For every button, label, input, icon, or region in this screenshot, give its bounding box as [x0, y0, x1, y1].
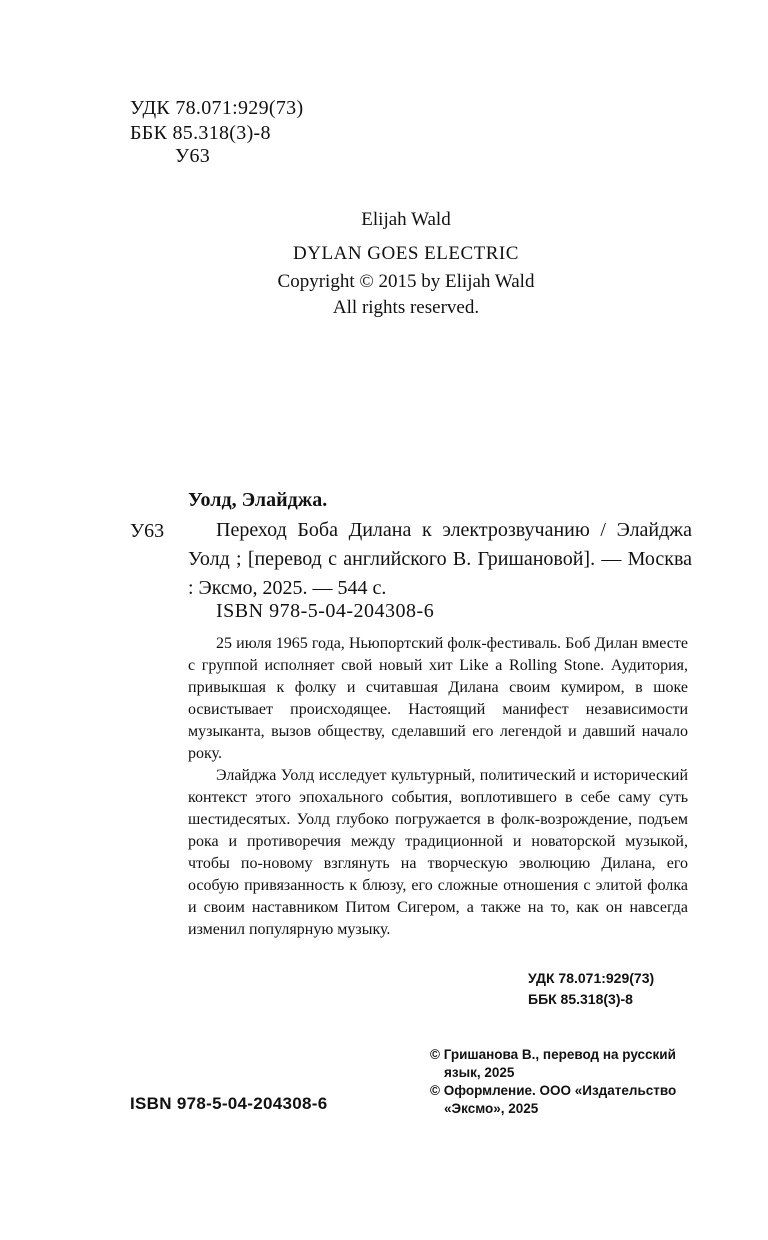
record-heading: Уолд, Элайджа. — [188, 489, 328, 511]
record-isbn: ISBN 978-5-04-204308-6 — [216, 600, 435, 622]
annotation-paragraph-2: Элайджа Уолд исследует культурный, политический и исторический контекст этого эпохального события, воплотившего в себе саму суть шестидесятых. Уолд глубоко погружается в фолк-возрождение, подъем рока и противоречия между традиционной и новаторской музыкой, чтобы по-новому взглянуть на творческую эволюцию Дилана, его особую привязанность к блюзу, его сложные отношения с элитой фолка и своим наставником Питом Сигером, а также на то, как он навсегда изменил популярную музыку. — [188, 767, 688, 938]
annotation-paragraph-1: 25 июля 1965 года, Ньюпортский фолк-фестиваль. Боб Дилан вместе с группой исполняет свой новый хит Like a Rolling Stone. Аудитория, привыкшая к фолку и считавшая Дилана своим кумиром, в шоке освистывает происходящее. Настоящий манифест независимости музыканта, вызов обществу, сделавший его легендой и давший начало року. — [188, 635, 688, 762]
original-copyright: Copyright © 2015 by Elijah Wald — [277, 271, 535, 292]
bbk-code-top: ББК 85.318(3)-8 — [130, 122, 271, 144]
copyright-design: © Оформление. ООО «Издательство «Эксмо», 2025 — [430, 1083, 677, 1116]
udk-code-bottom: УДК 78.071:929(73) — [528, 970, 655, 986]
annotation — [188, 633, 688, 941]
bbk-code-bottom: ББК 85.318(3)-8 — [528, 991, 633, 1007]
copyright-translation: © Гришанова В., перевод на русский язык, 2025 — [430, 1047, 676, 1080]
record-description-text: Переход Боба Дилана к электрозвучанию / Элайджа Уолд ; [перевод с английского В. Гришановой]. — Москва : Эксмо, 2025. — 544 с. — [188, 519, 692, 599]
udk-code-top: УДК 78.071:929(73) — [130, 97, 304, 119]
copyright-notices — [430, 1046, 692, 1118]
original-author: Elijah Wald — [361, 209, 451, 230]
record-description — [188, 516, 692, 603]
original-title: DYLAN GOES ELECTRIC — [293, 243, 519, 264]
isbn-bottom: ISBN 978-5-04-204308-6 — [130, 1094, 328, 1113]
author-sign-top: У63 — [175, 145, 211, 167]
original-rights: All rights reserved. — [332, 297, 480, 318]
record-author-sign: У63 — [130, 520, 165, 542]
footer-codes — [528, 968, 654, 1010]
